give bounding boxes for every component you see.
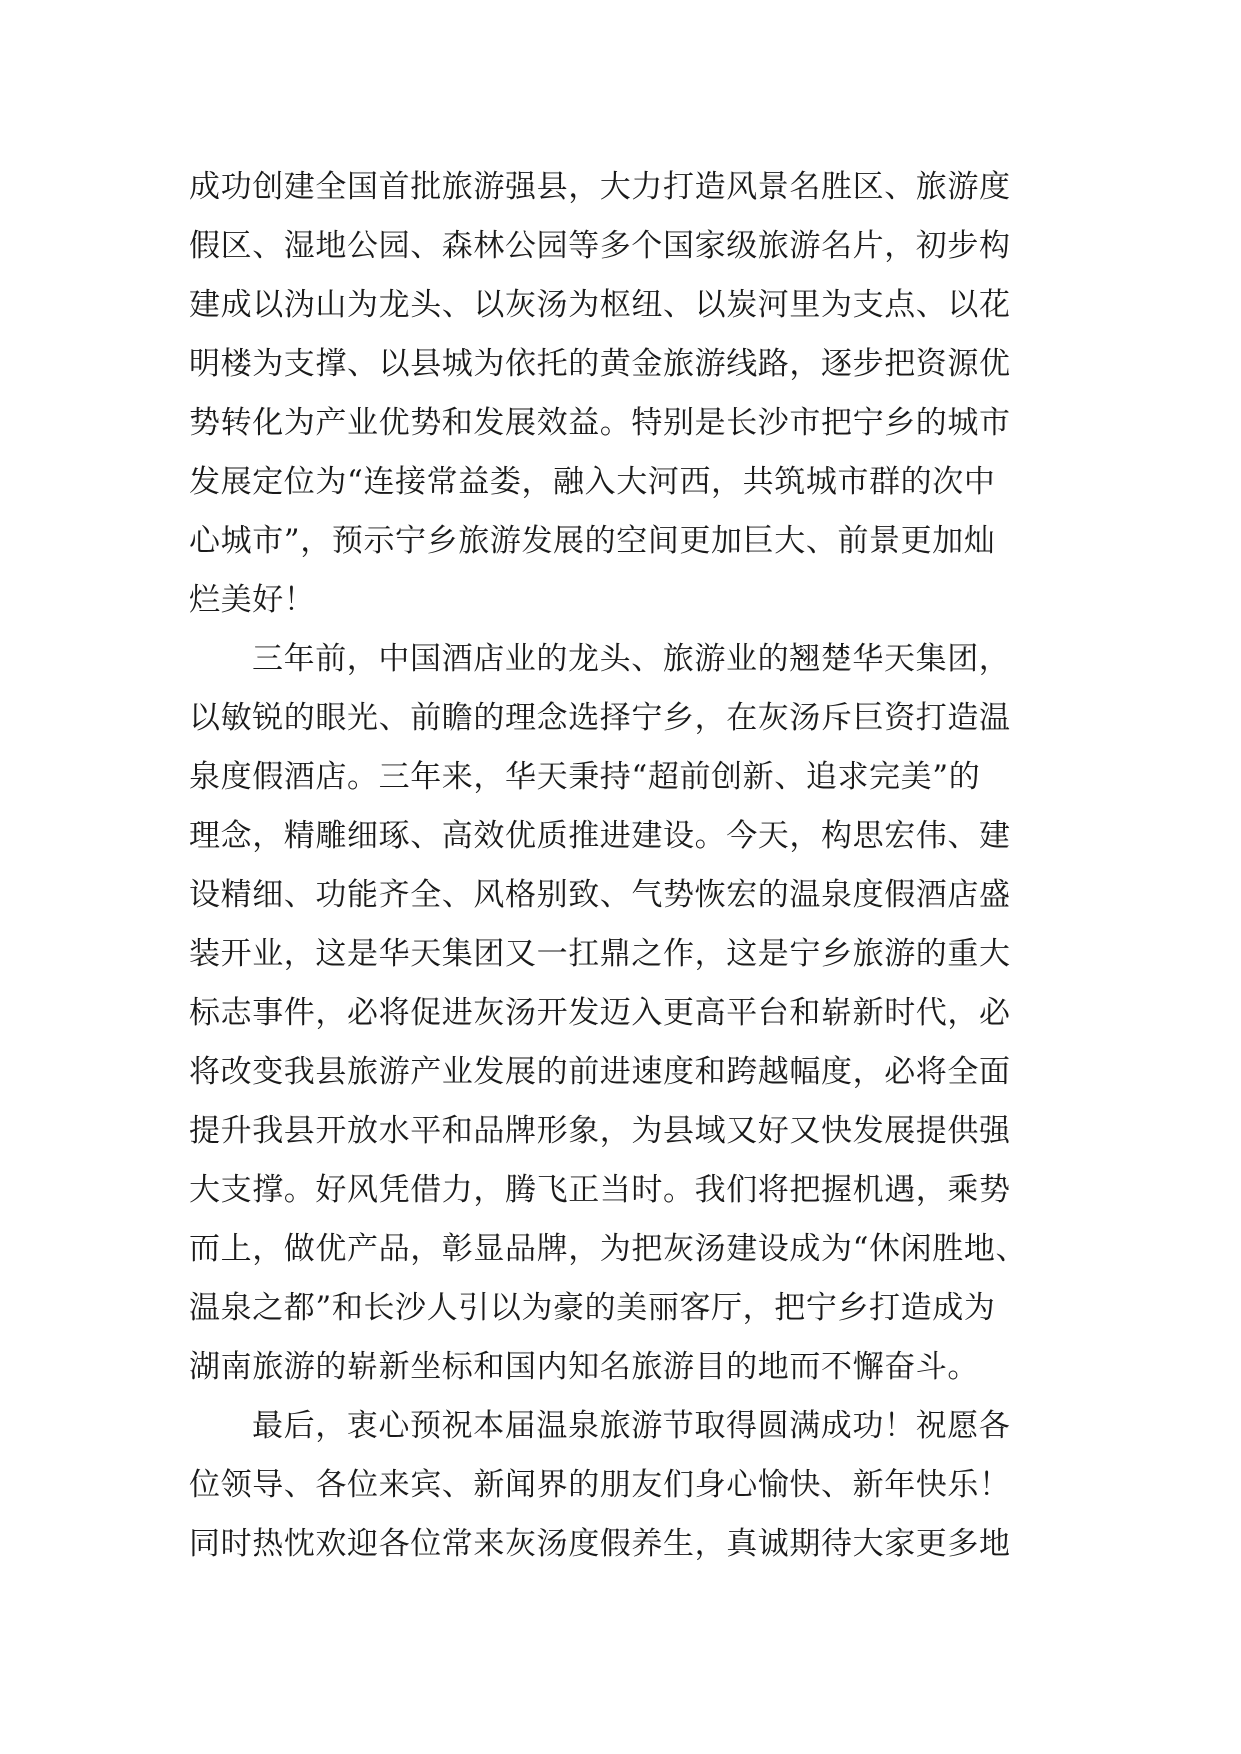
text-line: 势转化为产业优势和发展效益。特别是长沙市把宁乡的城市 <box>189 405 1011 441</box>
text-line: 大支撑。好风凭借力，腾飞正当时。我们将把握机遇，乘势 <box>189 1172 1011 1208</box>
text-line: 成功创建全国首批旅游强县，大力打造风景名胜区、旅游度 <box>189 169 1011 205</box>
text-line: 假区、湿地公园、森林公园等多个国家级旅游名片，初步构 <box>189 228 1011 264</box>
text-line: 湖南旅游的崭新坐标和国内知名旅游目的地而不懈奋斗。 <box>189 1349 979 1385</box>
text-line: 位领导、各位来宾、新闻界的朋友们身心愉快、新年快乐！ <box>189 1467 1011 1503</box>
text-line: 明楼为支撑、以县城为依托的黄金旅游线路，逐步把资源优 <box>189 346 1011 382</box>
paragraph <box>189 630 1069 1397</box>
text-line: 烂美好！ <box>189 582 316 618</box>
text-line: 理念，精雕细琢、高效优质推进建设。今天，构思宏伟、建 <box>189 818 1011 854</box>
text-line: 建成以沩山为龙头、以灰汤为枢纽、以炭河里为支点、以花 <box>189 287 1011 323</box>
text-line: 温泉之都”和长沙人引以为豪的美丽客厅，把宁乡打造成为 <box>189 1290 996 1326</box>
text-line: 将改变我县旅游产业发展的前进速度和跨越幅度，必将全面 <box>189 1054 1011 1090</box>
text-line: 装开业，这是华天集团又一扛鼎之作，这是宁乡旅游的重大 <box>189 936 1011 972</box>
text-line: 泉度假酒店。三年来，华天秉持“超前创新、追求完美”的 <box>189 759 981 795</box>
text-line: 以敏锐的眼光、前瞻的理念选择宁乡，在灰汤斥巨资打造温 <box>189 700 1011 736</box>
body-text <box>189 158 1069 1574</box>
text-line: 三年前，中国酒店业的龙头、旅游业的翘楚华天集团， <box>252 641 1011 677</box>
text-line: 而上，做优产品，彰显品牌，为把灰汤建设成为“休闲胜地、 <box>189 1231 1028 1267</box>
text-line: 标志事件，必将促进灰汤开发迈入更高平台和崭新时代，必 <box>189 995 1011 1031</box>
text-line: 提升我县开放水平和品牌形象，为县域又好又快发展提供强 <box>189 1113 1011 1149</box>
paragraph <box>189 158 1069 630</box>
text-line: 最后，衷心预祝本届温泉旅游节取得圆满成功！祝愿各 <box>252 1408 1011 1444</box>
text-line: 心城市”，预示宁乡旅游发展的空间更加巨大、前景更加灿 <box>189 523 996 559</box>
paragraph <box>189 1397 1069 1574</box>
text-line: 发展定位为“连接常益娄，融入大河西，共筑城市群的次中 <box>189 464 996 500</box>
text-line: 同时热忱欢迎各位常来灰汤度假养生，真诚期待大家更多地 <box>189 1526 1011 1562</box>
text-line: 设精细、功能齐全、风格别致、气势恢宏的温泉度假酒店盛 <box>189 877 1011 913</box>
